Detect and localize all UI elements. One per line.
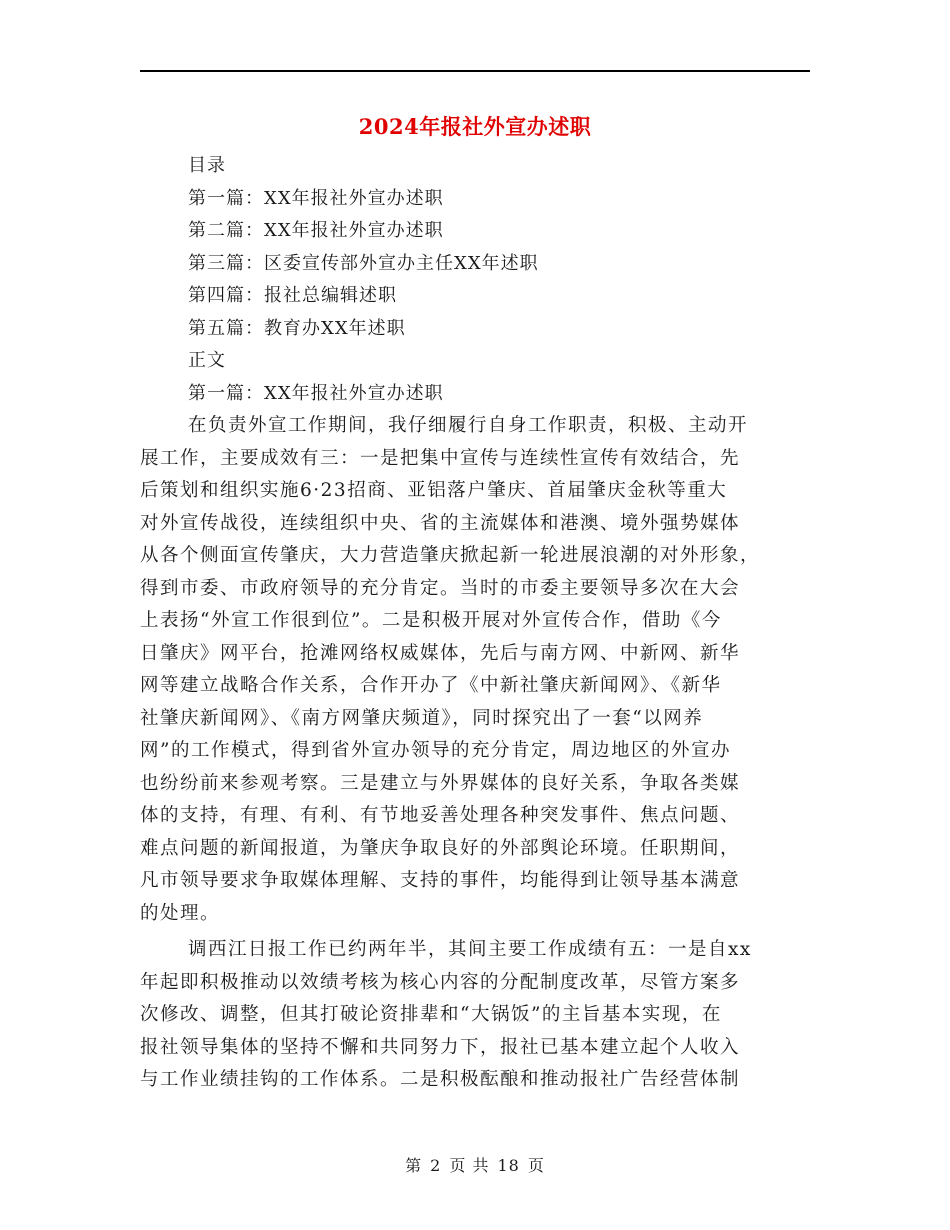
paragraph-line: 网等建立战略合作关系，合作开办了《中新社肇庆新闻网》、《新华 <box>140 675 722 696</box>
body-heading: 正文 <box>188 350 226 371</box>
paragraph-line: 从各个侧面宣传肇庆，大力营造肇庆掀起新一轮进展浪潮的对外形象， <box>140 545 761 566</box>
table-of-contents <box>188 150 808 410</box>
page-footer <box>0 1153 950 1176</box>
paragraph-line: 难点问题的新闻报道，为肇庆争取良好的外部舆论环境。任职期间， <box>140 837 741 859</box>
paragraph-2 <box>140 934 805 1097</box>
paragraph-line: 在负责外宣工作期间，我仔细履行自身工作职责，积极、主动开 <box>188 415 749 436</box>
paragraph-line: 对外宣传战役，连续组织中央、省的主流媒体和港澳、境外强势媒体 <box>140 512 741 534</box>
toc-item: 第一篇：XX年报社外宣办述职 <box>188 187 444 209</box>
footer-prefix: 第 <box>405 1156 423 1175</box>
toc-item: 第四篇：报社总编辑述职 <box>188 285 397 306</box>
toc-item: 第二篇：XX年报社外宣办述职 <box>188 220 444 241</box>
paragraph-line: 日肇庆》网平台，抢滩网络权威媒体，先后与南方网、中新网、新华 <box>140 642 741 664</box>
document-title: 2024年报社外宣办述职 <box>358 114 592 139</box>
paragraph-line: 次修改、调整，但其打破论资排辈和“大锅饭”的主旨基本实现，在 <box>140 1004 722 1025</box>
toc-item: 第五篇：教育办XX年述职 <box>188 317 406 339</box>
paragraph-line: 后策划和组织实施6·23招商、亚铝落户肇庆、首届肇庆金秋等重大 <box>140 480 728 501</box>
paragraph-line: 网”的工作模式，得到省外宣办领导的充分肯定，周边地区的外宣办 <box>140 740 731 761</box>
footer-suffix: 页 <box>527 1156 545 1175</box>
page-number: 2 <box>430 1156 442 1175</box>
paragraph-line: 的处理。 <box>140 902 221 924</box>
paragraph-line: 调西江日报工作已约两年半，其间主要工作成绩有五：一是自xx <box>188 939 752 960</box>
paragraph-1 <box>140 410 805 930</box>
footer-middle: 页 共 <box>449 1156 490 1175</box>
paragraph-line: 也纷纷前来参观考察。三是建立与外界媒体的良好关系，争取各类媒 <box>140 772 741 794</box>
paragraph-line: 年起即积极推动以效绩考核为核心内容的分配制度改革，尽管方案多 <box>140 971 741 993</box>
paragraph-line: 与工作业绩挂钩的工作体系。二是积极酝酿和推动报社广告经营体制 <box>140 1069 741 1090</box>
paragraph-line: 得到市委、市政府领导的充分肯定。当时的市委主要领导多次在大会 <box>140 577 741 599</box>
paragraph-line: 体的支持，有理、有利、有节地妥善处理各种突发事件、焦点问题、 <box>140 805 741 826</box>
paragraph-line: 展工作，主要成效有三：一是把集中宣传与连续性宣传有效结合，先 <box>140 447 741 469</box>
toc-heading: 目录 <box>188 155 226 176</box>
paragraph-line: 凡市领导要求争取媒体理解、支持的事件，均能得到让领导基本满意 <box>140 870 741 891</box>
paragraph-line: 上表扬“外宣工作很到位”。二是积极开展对外宣传合作，借助《今 <box>140 610 722 631</box>
paragraph-line: 社肇庆新闻网》、《南方网肇庆频道》，同时探究出了一套“以网养 <box>140 707 704 729</box>
total-pages: 18 <box>497 1156 520 1175</box>
section-title: 第一篇：XX年报社外宣办述职 <box>188 382 444 404</box>
header-rule <box>140 70 810 72</box>
toc-item: 第三篇：区委宣传部外宣办主任XX年述职 <box>188 252 539 274</box>
paragraph-line: 报社领导集体的坚持不懈和共同努力下，报社已基本建立起个人收入 <box>140 1036 741 1058</box>
